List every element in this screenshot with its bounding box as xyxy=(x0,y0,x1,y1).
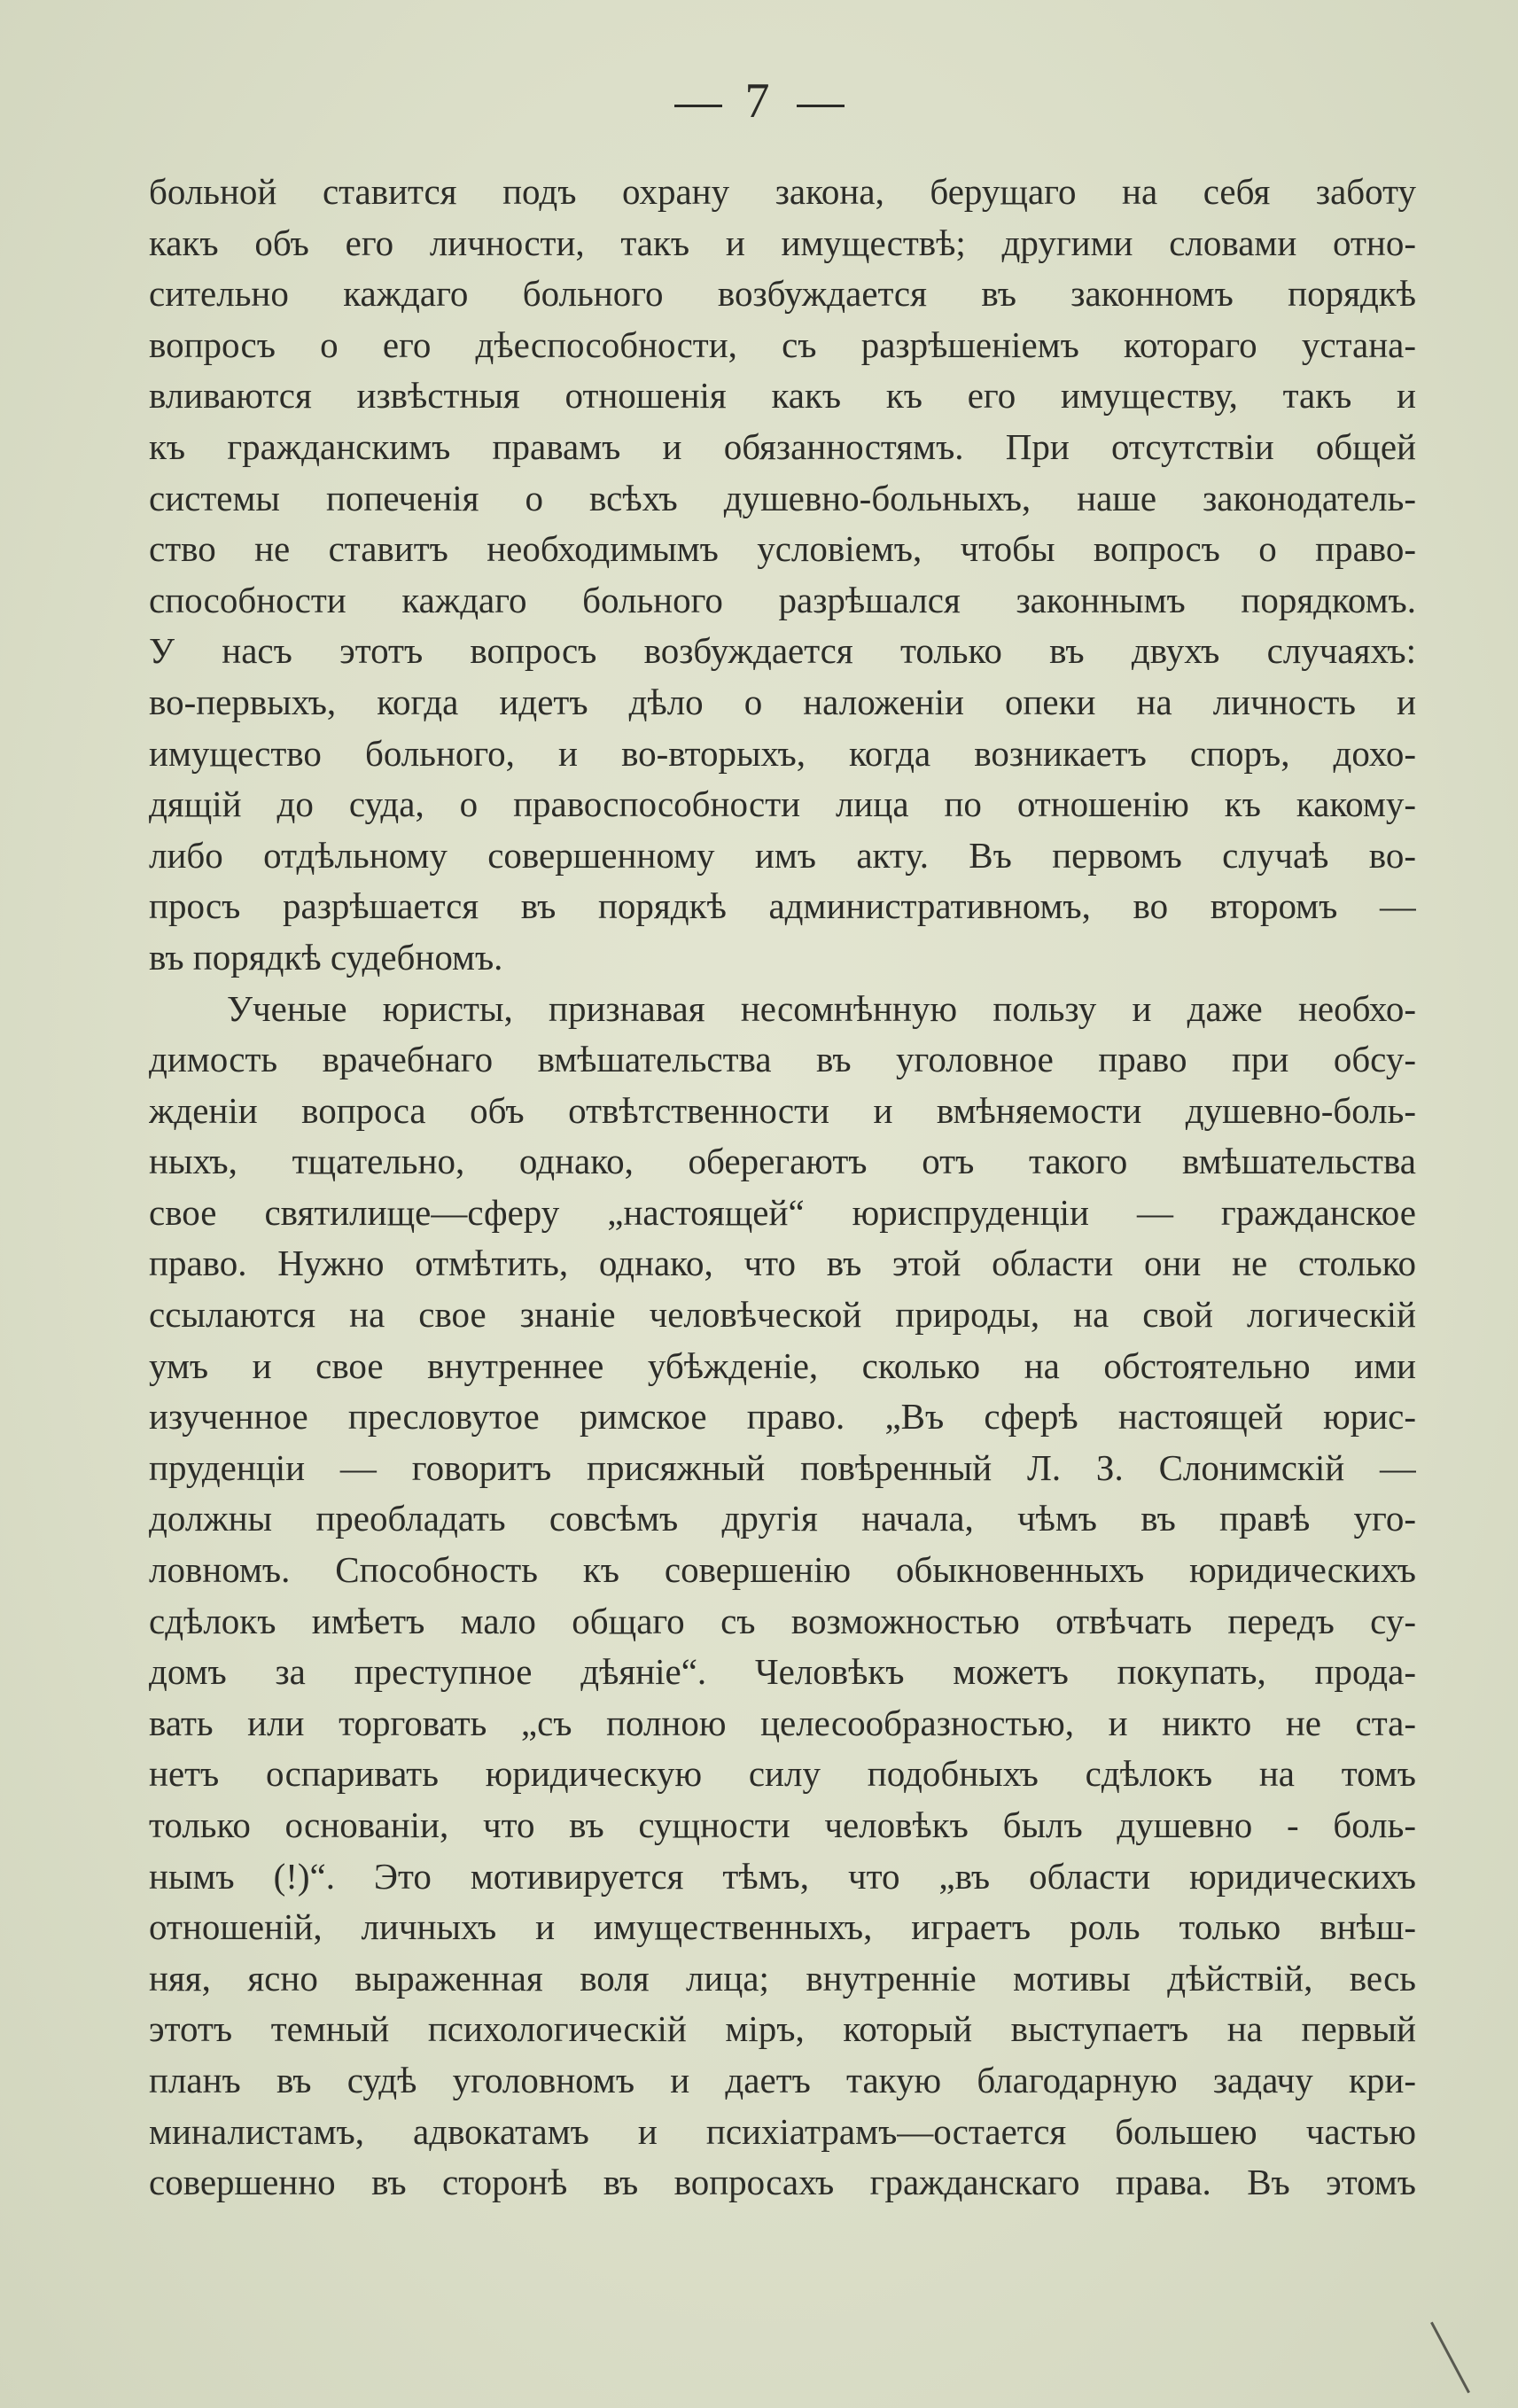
text-line: къ гражданскимъ правамъ и обязанностямъ. При отсутствіи общей xyxy=(149,425,1416,467)
text-line: сдѣлокъ имѣетъ мало общаго съ возможностью отвѣчать передъ су- xyxy=(149,1600,1416,1641)
page-number: 7 xyxy=(744,74,774,129)
text-line: жденіи вопроса объ отвѣтственности и вмѣняемости душевно-боль- xyxy=(149,1089,1416,1131)
text-line: вать или торговать „съ полною целесообразностью, и никто не ста- xyxy=(149,1702,1416,1743)
text-line: нетъ оспаривать юридическую силу подобныхъ сдѣлокъ на томъ xyxy=(149,1753,1416,1795)
text-line: какъ объ его личности, такъ и имуществѣ; другими словами отно- xyxy=(149,222,1416,263)
right-dash xyxy=(797,105,845,107)
text-line: ловномъ. Способность къ совершенію обыкновенныхъ юридическихъ xyxy=(149,1549,1416,1591)
text-line: во-первыхъ, когда идетъ дѣло о наложеніи опеки на личность и xyxy=(149,681,1416,722)
body-text xyxy=(149,167,1416,2209)
text-line: планъ въ судѣ уголовномъ и даетъ такую благодарную задачу кри- xyxy=(149,2059,1416,2100)
text-line: дящій до суда, о правоспособности лица по отношенію къ какому- xyxy=(149,783,1416,825)
text-line: умъ и свое внутреннее убѣжденіе, сколько на обстоятельно ими xyxy=(149,1344,1416,1386)
text-line: совершенно въ сторонѣ въ вопросахъ гражданскаго права. Въ этомъ xyxy=(149,2162,1416,2203)
text-line: нымъ (!)“. Это мотивируется тѣмъ, что „въ области юридическихъ xyxy=(149,1855,1416,1897)
text-line: миналистамъ, адвокатамъ и психіатрамъ—остается большею частью xyxy=(149,2110,1416,2152)
text-line: сительно каждаго больного возбуждается въ законномъ порядкѣ xyxy=(149,273,1416,315)
text-line: димость врачебнаго вмѣшательства въ уголовное право при обсу- xyxy=(149,1039,1416,1080)
text-line: право. Нужно отмѣтить, однако, что въ этой области они не столько xyxy=(149,1243,1416,1284)
text-line: либо отдѣльному совершенному имъ акту. Въ первомъ случаѣ во- xyxy=(149,834,1416,876)
text-line: изученное пресловутое римское право. „Въ сферѣ настоящей юрис- xyxy=(149,1396,1416,1438)
text-line: ныхъ, тщательно, однако, оберегаютъ отъ такого вмѣшательства xyxy=(149,1141,1416,1182)
text-line: свое святилище—сферу „настоящей“ юриспруденціи — гражданское xyxy=(149,1191,1416,1233)
left-dash xyxy=(674,105,722,107)
page-number-header xyxy=(0,73,1518,129)
text-line: ство не ставитъ необходимымъ условіемъ, чтобы вопросъ о право- xyxy=(149,528,1416,570)
text-line: этотъ темный психологическій міръ, который выступаетъ на первый xyxy=(149,2008,1416,2050)
text-line: ссылаются на свое знаніе человѣческой природы, на свой логическій xyxy=(149,1294,1416,1336)
text-line: только основаніи, что въ сущности человѣкъ былъ душевно - боль- xyxy=(149,1804,1416,1845)
text-line: просъ разрѣшается въ порядкѣ административномъ, во второмъ — xyxy=(149,885,1416,927)
paragraph-2 xyxy=(149,984,1416,2209)
text-line: должны преобладать совсѣмъ другія начала, чѣмъ въ правѣ уго- xyxy=(149,1498,1416,1539)
text-line: вопросъ о его дѣеспособности, съ разрѣшеніемъ котораго устана- xyxy=(149,323,1416,365)
text-line: имущество больного, и во-вторыхъ, когда возникаетъ споръ, дохо- xyxy=(149,732,1416,774)
text-line: больной ставится подъ охрану закона, берущаго на себя заботу xyxy=(149,171,1416,212)
pen-stroke-mark xyxy=(1430,2322,1470,2394)
text-line: няя, ясно выраженная воля лица; внутренніе мотивы дѣйствій, весь xyxy=(149,1957,1416,1999)
text-line: въ порядкѣ судебномъ. xyxy=(149,936,503,978)
text-line: отношеній, личныхъ и имущественныхъ, играетъ роль только внѣш- xyxy=(149,1906,1416,1948)
text-line: Ученые юристы, признавая несомнѣнную пользу и даже необхо- xyxy=(227,987,1416,1029)
text-line: способности каждаго больного разрѣшался законнымъ порядкомъ. xyxy=(149,579,1416,620)
text-line: домъ за преступное дѣяніе“. Человѣкъ можетъ покупать, прода- xyxy=(149,1651,1416,1693)
text-line: системы попеченія о всѣхъ душевно-больныхъ, наше законодатель- xyxy=(149,477,1416,518)
paragraph-1 xyxy=(149,167,1416,984)
text-line: вливаются извѣстныя отношенія какъ къ его имуществу, такъ и xyxy=(149,375,1416,417)
text-line: У насъ этотъ вопросъ возбуждается только въ двухъ случаяхъ: xyxy=(149,630,1416,672)
text-line: пруденціи — говоритъ присяжный повѣренный Л. З. Слонимскій — xyxy=(149,1446,1416,1488)
